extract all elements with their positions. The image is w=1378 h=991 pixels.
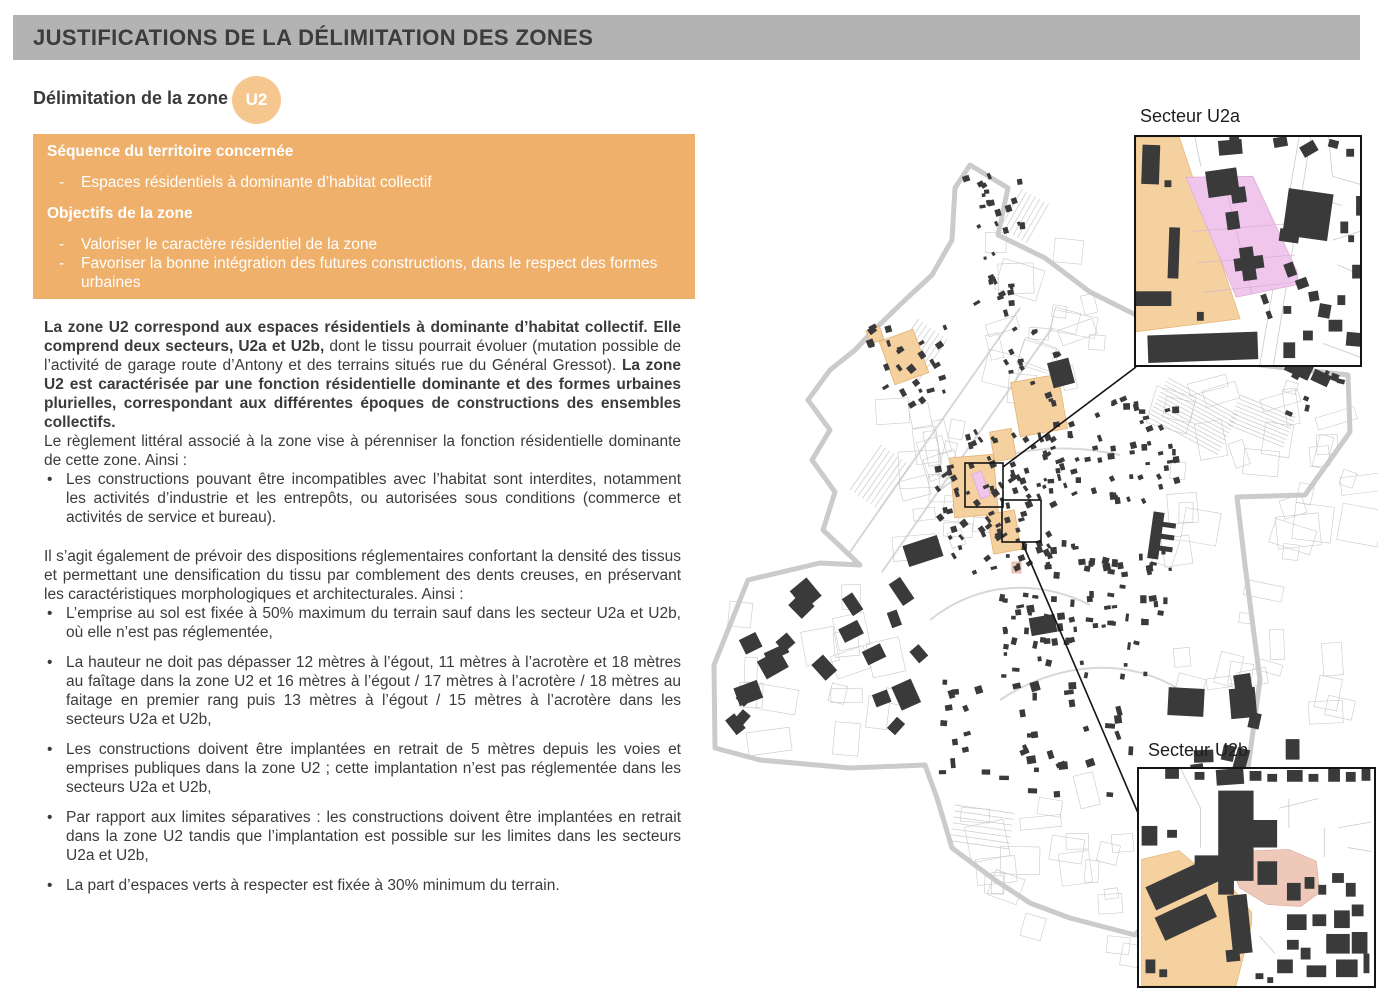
inset-u2b-title: Secteur U2b [1148, 740, 1249, 760]
page-title: JUSTIFICATIONS DE LA DÉLIMITATION DES ZONES [33, 24, 594, 50]
zone-heading: Délimitation de la zone [33, 88, 229, 108]
panel-sequence-title: Séquence du territoire concernée [47, 143, 294, 160]
zone-info-panel [33, 134, 695, 299]
inset-u2b-svg [1139, 769, 1374, 986]
paragraph-reglement: Le règlement littéral associé à la zone vise à pérenniser la fonction résidentielle dominante de cette zone. Ainsi : [44, 433, 681, 469]
bullet-list-regles [44, 604, 681, 895]
zone-badge: U2 [232, 76, 281, 124]
page-header-bar [13, 15, 1360, 60]
bullet-regle: • La hauteur ne doit pas dépasser 12 mètres à l’égout, 11 mètres à l’acrotère et 18 mètres au faîtage dans la zone U2 et 16 mètres à l’égout / 17 mètres à l’acrotère / 18 mètres au faitage en premier rang puis 13 mètres à l’égout / 15 mètres à l’acrotère dans les secteurs U2a et U2b, [44, 653, 681, 729]
panel-objective-item: - Valoriser le caractère résidentiel de la zone [47, 235, 681, 254]
paragraph-intro: La zone U2 correspond aux espaces résidentiels à dominante d’habitat collectif. Elle comprend deux secteurs, U2a et U2b, dont le tissu pourrait évoluer (mutation possible de l’activité de garage route d’Antony et des terrains situés rue du Général Gressot). La zone U2 est caractérisée par une fonction résidentielle dominante et des formes urbaines plurielles, correspondant aux différentes époques de constructions des ensembles collectifs. [44, 319, 682, 431]
bullet-regle: • L’emprise au sol est fixée à 50% maximum du terrain sauf dans les secteur U2a et U2b, où elle n’est pas réglementée, [44, 604, 681, 642]
inset-u2a-title: Secteur U2a [1140, 106, 1241, 126]
panel-objectives-list [47, 235, 681, 292]
panel-sequence-item: - Espaces résidentiels à dominante d’habitat collectif [47, 173, 681, 192]
bullet-regle: • Les constructions doivent être implantées en retrait de 5 mètres depuis les voies et emprises publiques dans la zone U2 ; cette implantation n’est pas réglementée dans les secteurs U2a et U2b, [44, 740, 681, 797]
bullet-regle: • Par rapport aux limites séparatives : les constructions doivent être implantées en retrait dans la zone U2 tandis que l’implantation est possible sur les limites dans les secteurs U2a et U2b, [44, 808, 681, 865]
bullet-list-interdictions [44, 470, 681, 527]
inset-map-u2a [1134, 135, 1362, 367]
panel-sequence-list [47, 173, 681, 192]
panel-objectives-title: Objectifs de la zone [47, 205, 193, 222]
inset-map-u2b [1137, 767, 1376, 988]
bullet-regle: • La part d’espaces verts à respecter est fixée à 30% minimum du terrain. [44, 876, 681, 895]
paragraph-dispositions: Il s’agit également de prévoir des dispositions réglementaires confortant la densité des tissus et permettant une densification du tissu par comblement des dents creuses, en préservant les caractéristiques morphologiques et architecturales. Ainsi : [44, 548, 681, 603]
bullet-interdictions: • Les constructions pouvant être incompatibles avec l’habitat sont interdites, notamment les activités d’industrie et les entrepôts, ou autorisées sous conditions (commerce et activités de service et bureau). [44, 470, 681, 527]
inset-u2a-svg [1136, 137, 1360, 365]
body-text-column [44, 318, 681, 895]
panel-objective-item: - Favoriser la bonne intégration des futures constructions, dans le respect des formes urbaines [47, 254, 681, 292]
